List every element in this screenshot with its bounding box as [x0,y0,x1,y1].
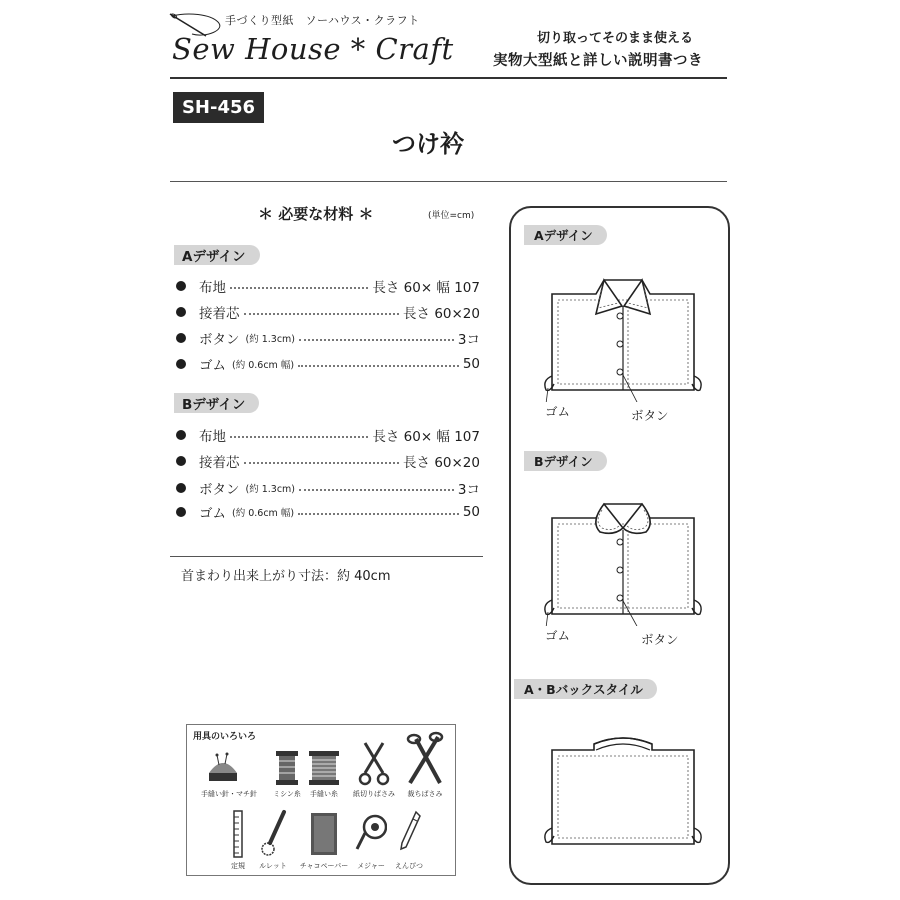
tool-label: ルレット [259,862,287,870]
tagline-2: 実物大型紙と詳しい説明書つき [493,53,703,69]
material-row [174,478,480,498]
leader-dots [230,287,368,289]
design-b-label: Bデザイン [174,393,259,413]
header-divider [170,77,727,79]
leader-dots [230,436,368,438]
brand-subtitle: 手づくり型紙 ソーハウス・クラフト [225,14,420,27]
tool-label: ミシン糸 [273,790,301,798]
tool-label: 手縫い針・マチ針 [201,790,257,798]
material-row [174,502,480,522]
button-callout: ボタン [641,632,679,647]
tool-item [223,809,253,871]
material-name: ボタン [199,332,240,348]
material-value: 50 [462,356,480,372]
tool-item [267,749,307,799]
tool-item [353,811,389,871]
material-row [174,302,480,322]
material-note: (約 0.6cm 幅) [232,360,295,371]
ruler-icon [230,809,246,859]
leader-dots [299,339,454,341]
material-value: 長さ 60×20 [403,306,480,322]
tool-label: 裁ちばさみ [407,790,443,798]
product-code-badge: SH-456 [173,92,264,123]
button-callout: ボタン [631,408,669,423]
tool-label: 紙切りばさみ [353,790,395,798]
material-name: ボタン [199,482,240,498]
material-row [174,425,480,445]
bullet-icon [176,333,186,343]
tracing-wheel-icon [258,809,288,859]
elastic-callout: ゴム [545,628,571,643]
collar-a-illustration [538,272,708,402]
design-b-illustration-label: Bデザイン [524,451,607,471]
brand-logo-text: Sew House * Craft [172,32,454,66]
material-row [174,451,480,471]
leader-dots [298,365,459,367]
material-note: (約 0.6cm 幅) [232,508,295,519]
neck-size-note: 首まわり出来上がり寸法：約 40cm [181,569,391,584]
tool-item [389,809,429,871]
shears-icon [406,731,444,787]
tagline-1: 切り取ってそのまま使える [537,31,694,46]
pincushion-icon [203,749,243,787]
leader-dots [299,489,454,491]
chalk-paper-icon [309,809,339,859]
material-name: 接着芯 [199,306,240,322]
materials-divider [170,556,483,557]
elastic-callout: ゴム [545,404,571,419]
material-value: 長さ 60×20 [403,455,480,471]
material-note: (約 1.3cm) [245,484,296,495]
tools-box [186,724,456,876]
tool-item [304,749,344,799]
bullet-icon [176,359,186,369]
material-value: 長さ 60× 幅 107 [372,280,480,296]
bullet-icon [176,307,186,317]
bullet-icon [176,507,186,517]
bullet-icon [176,456,186,466]
material-name: 接着芯 [199,455,240,471]
tool-item [201,749,257,799]
title-divider [170,181,727,182]
leader-dots [244,462,400,464]
bullet-icon [176,281,186,291]
material-row [174,328,480,348]
material-name: ゴム [199,506,226,522]
spool-icon [274,749,300,787]
tool-label: 定規 [231,862,245,870]
material-name: 布地 [199,280,226,296]
back-style-label: A・Bバックスタイル [514,679,657,699]
material-note: (約 1.3cm) [245,334,296,345]
material-value: 50 [462,504,480,520]
tape-measure-icon [355,811,387,859]
material-row [174,354,480,374]
material-name: 布地 [199,429,226,445]
collar-b-illustration [538,496,708,626]
scissors-icon [357,739,391,787]
material-name: ゴム [199,358,226,374]
tool-label: 手縫い糸 [310,790,338,798]
material-value: 3コ [457,482,480,498]
tool-item [399,731,451,799]
leader-dots [244,313,400,315]
material-value: 長さ 60× 幅 107 [372,429,480,445]
collar-back-illustration [538,724,708,854]
bullet-icon [176,483,186,493]
material-value: 3コ [457,332,480,348]
leader-dots [298,513,459,515]
page-title: つけ衿 [392,130,464,158]
material-row [174,276,480,296]
spool-icon [307,749,341,787]
tool-label: チャコペーパー [299,862,349,870]
tool-item [253,809,293,871]
tool-label: えんぴつ [395,862,423,870]
pencil-icon [396,809,422,859]
tool-label: メジャー [357,862,385,870]
materials-heading: ＊ 必要な材料 ＊ [258,205,374,223]
tool-item [293,809,355,871]
unit-note: (単位=cm) [428,211,475,221]
tools-title: 用具のいろいろ [193,732,257,742]
bullet-icon [176,430,186,440]
design-a-label: Aデザイン [174,245,260,265]
tool-item [349,739,399,799]
design-a-illustration-label: Aデザイン [524,225,607,245]
